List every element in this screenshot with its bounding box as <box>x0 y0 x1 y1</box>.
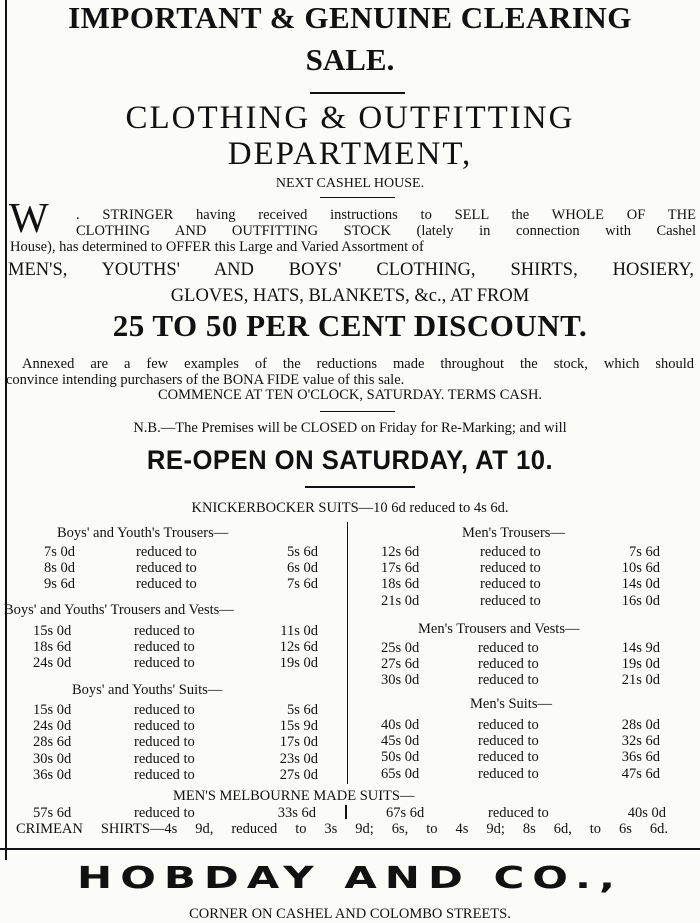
melbourne-sale-price: 33s 6d <box>277 805 316 821</box>
mens-trousers-original-price: 18s 6d <box>381 576 420 593</box>
mens-vests-title: Men's Trousers and Vests— <box>418 621 580 637</box>
melbourne-reduced-label: reduced to <box>134 805 195 821</box>
mens-trousers-reduced-label: reduced to <box>480 592 541 609</box>
boys-trousers-original-price: 9s 6d <box>44 576 76 593</box>
boys-trousers-original-price: 8s 0d <box>44 560 76 577</box>
mens-suits-sale-price: 28s 0d <box>621 717 660 733</box>
boys-vests-original-price: 15s 0d <box>33 623 72 639</box>
annex-line3: COMMENCE AT TEN O'CLOCK, SATURDAY. TERMS CASH. <box>157 387 543 403</box>
mens-vests-sale-price: 19s 0d <box>621 656 660 673</box>
mens-trousers-title: Men's Trousers— <box>462 525 565 541</box>
mens-suits-sale-price: 32s 6d <box>621 733 660 750</box>
boys-vests-reduced-label: reduced to <box>134 639 195 656</box>
boys-suits-reduced-label: reduced to <box>134 734 195 751</box>
crimean-shirts-line: CRIMEAN SHIRTS—4s 9d, reduced to 3s 9d; 6s, to 4s 9d; 8s 6d, to 6s 6d. <box>16 821 668 837</box>
boys-trousers-sale-price: 5s 6d <box>286 544 318 560</box>
mens-trousers-sale-price: 16s 0d <box>621 592 660 609</box>
sale-heading: SALE. <box>305 42 395 77</box>
column-divider <box>347 522 348 784</box>
reopen-heading: RE-OPEN ON SATURDAY, AT 10. <box>146 445 554 475</box>
boys-vests-sale-price: 12s 6d <box>279 639 318 656</box>
mens-vests-reduced-label: reduced to <box>478 640 539 656</box>
divider-rule <box>320 197 395 198</box>
notice-line: N.B.—The Premises will be CLOSED on Friday for Re-Marking; and will <box>133 420 567 436</box>
footer-rule <box>0 848 700 850</box>
boys-suits-original-price: 36s 0d <box>33 766 72 783</box>
intro-line1: . STRINGER having received instructions to SELL the WHOLE OF THE <box>76 207 696 223</box>
mens-suits-original-price: 50s 0d <box>381 749 420 766</box>
boys-trousers-reduced-label: reduced to <box>136 544 197 560</box>
boys-suits-sale-price: 23s 0d <box>279 750 318 767</box>
divider-rule <box>310 92 405 94</box>
boys-trousers-reduced-label: reduced to <box>136 560 197 577</box>
mens-suits-reduced-label: reduced to <box>478 749 539 766</box>
mens-trousers-reduced-label: reduced to <box>480 576 541 593</box>
boys-vests-original-price: 24s 0d <box>33 655 72 672</box>
divider-rule <box>320 411 395 412</box>
mens-suits-sale-price: 36s 6d <box>621 749 660 766</box>
divider-rule <box>305 486 415 488</box>
boys-suits-sale-price: 5s 6d <box>286 702 318 718</box>
mens-suits-reduced-label: reduced to <box>478 733 539 750</box>
boys-vests-title: Boys' and Youths' Trousers and Vests— <box>4 602 234 618</box>
mens-vests-original-price: 30s 0d <box>381 672 420 689</box>
mens-trousers-reduced-label: reduced to <box>480 560 541 577</box>
mens-trousers-sale-price: 7s 6d <box>628 544 660 560</box>
mens-vests-original-price: 25s 0d <box>381 640 420 656</box>
mens-suits-reduced-label: reduced to <box>478 765 539 782</box>
boys-vests-reduced-label: reduced to <box>134 623 195 639</box>
boys-suits-original-price: 15s 0d <box>33 702 72 718</box>
boys-suits-reduced-label: reduced to <box>134 718 195 735</box>
boys-suits-sale-price: 27s 0d <box>279 766 318 783</box>
intro-line3: House), has determined to OFFER this Large and Varied Assortment of <box>10 239 424 255</box>
melbourne-reduced-label: reduced to <box>488 805 549 821</box>
mens-vests-sale-price: 21s 0d <box>621 672 660 689</box>
mens-suits-original-price: 40s 0d <box>381 717 420 733</box>
boys-trousers-sale-price: 7s 6d <box>286 576 318 593</box>
mens-trousers-sale-price: 10s 6d <box>621 560 660 577</box>
boys-suits-original-price: 28s 6d <box>33 734 72 751</box>
discount-heading: 25 TO 50 PER CENT DISCOUNT. <box>112 308 588 343</box>
annex-line2: convince intending purchasers of the BONA FIDE value of this sale. <box>6 372 405 388</box>
location-line: NEXT CASHEL HOUSE. <box>275 176 425 191</box>
mens-trousers-sale-price: 14s 0d <box>621 576 660 593</box>
melbourne-sale-price: 40s 0d <box>627 805 666 821</box>
address-line: CORNER ON CASHEL AND COLOMBO STREETS. <box>189 906 511 922</box>
mens-trousers-reduced-label: reduced to <box>480 544 541 560</box>
boys-suits-original-price: 24s 0d <box>33 718 72 735</box>
boys-trousers-sale-price: 6s 0d <box>286 560 318 577</box>
boys-suits-reduced-label: reduced to <box>134 750 195 767</box>
boys-vests-original-price: 18s 6d <box>33 639 72 656</box>
melbourne-original-price: 67s 6d <box>386 805 425 821</box>
annex-line1: Annexed are a few examples of the reductions made throughout the stock, which should <box>22 356 694 372</box>
mens-trousers-original-price: 12s 6d <box>381 544 420 560</box>
melbourne-title: MEN'S MELBOURNE MADE SUITS— <box>173 788 415 804</box>
company-name: HOBDAY AND CO., <box>77 860 623 896</box>
drop-cap: W <box>9 196 49 242</box>
mens-vests-reduced-label: reduced to <box>478 656 539 673</box>
mens-suits-title: Men's Suits— <box>470 696 552 712</box>
department-title-line2: DEPARTMENT, <box>227 136 473 172</box>
boys-trousers-reduced-label: reduced to <box>136 576 197 593</box>
boys-suits-sale-price: 15s 9d <box>279 718 318 735</box>
mens-trousers-original-price: 17s 6d <box>381 560 420 577</box>
boys-suits-title: Boys' and Youths' Suits— <box>72 682 223 698</box>
mens-vests-reduced-label: reduced to <box>478 672 539 689</box>
goods-line2: GLOVES, HATS, BLANKETS, &c., AT FROM <box>170 286 530 306</box>
boys-vests-reduced-label: reduced to <box>134 655 195 672</box>
mens-suits-reduced-label: reduced to <box>478 717 539 733</box>
boys-vests-sale-price: 11s 0d <box>280 623 318 639</box>
melbourne-original-price: 57s 6d <box>33 805 72 821</box>
mens-suits-original-price: 45s 0d <box>381 733 420 750</box>
column-divider-short <box>345 805 347 819</box>
mens-vests-sale-price: 14s 9d <box>621 640 660 656</box>
boys-suits-original-price: 30s 0d <box>33 750 72 767</box>
department-title-line1: CLOTHING & OUTFITTING <box>125 100 575 136</box>
mens-trousers-original-price: 21s 0d <box>381 592 420 609</box>
boys-suits-sale-price: 17s 0d <box>279 734 318 751</box>
boys-suits-reduced-label: reduced to <box>134 702 195 718</box>
knickerbocker-line: KNICKERBOCKER SUITS—10 6d reduced to 4s 6d. <box>191 500 509 516</box>
mens-vests-original-price: 27s 6d <box>381 656 420 673</box>
mens-suits-sale-price: 47s 6d <box>621 765 660 782</box>
headline: IMPORTANT & GENUINE CLEARING <box>68 0 632 35</box>
boys-trousers-title: Boys' and Youth's Trousers— <box>57 525 229 541</box>
boys-trousers-original-price: 7s 0d <box>44 544 76 560</box>
goods-line1: MEN'S, YOUTHS' AND BOYS' CLOTHING, SHIRTS, HOSIERY, <box>8 260 694 280</box>
boys-suits-reduced-label: reduced to <box>134 766 195 783</box>
boys-vests-sale-price: 19s 0d <box>279 655 318 672</box>
intro-line2: CLOTHING AND OUTFITTING STOCK (lately in connection with Cashel <box>76 223 696 239</box>
mens-suits-original-price: 65s 0d <box>381 765 420 782</box>
